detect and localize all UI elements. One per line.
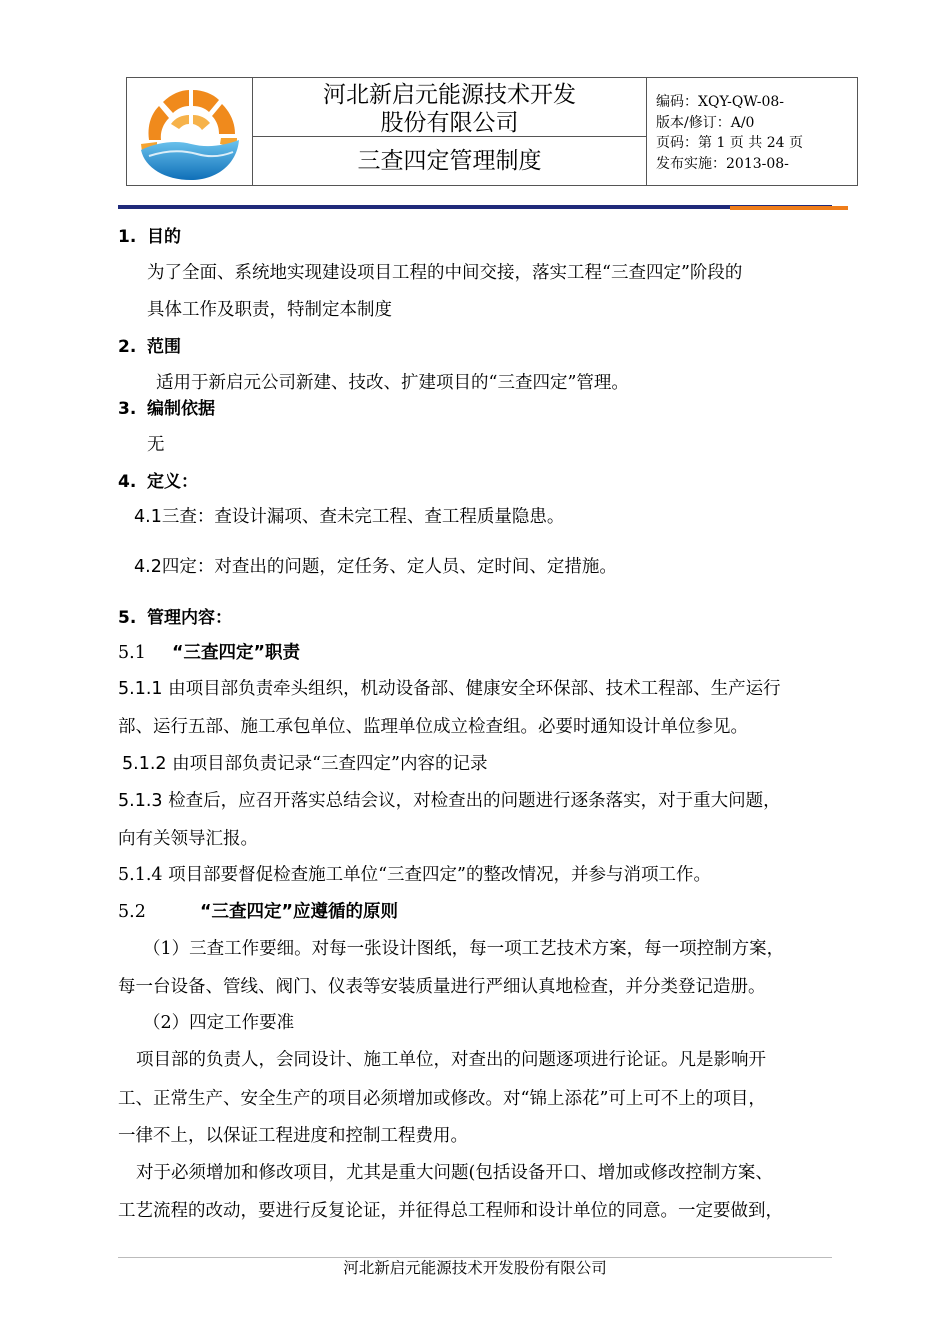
clause-5-1-3 [118,787,781,812]
footer-company-name: 河北新启元能源技术开发股份有限公司 [343,1259,607,1277]
item-text: 由项目部负责牵头组织，机动设备部、健康安全环保部、技术工程部、生产运行 [168,679,781,699]
section-5-heading [118,603,232,628]
item-text: 四定：对查出的问题，定任务、定人员、定时间、定措施。 [161,557,617,577]
paragraph-line: 项目部的负责人，会同设计、施工单位，对查出的问题逐项进行论证。凡是影响开 [136,1050,766,1070]
item-text: 检查后，应召开落实总结会议，对检查出的问题进行逐条落实，对于重大问题， [168,791,781,811]
document-page-info: 页码：第 1 页 共 24 页 [656,135,803,151]
paragraph-line: 工、正常生产、安全生产的项目必须增加或修改。对“锦上添花”可上可不上的项目， [118,1089,766,1109]
clause-5-1-1 [118,675,781,700]
paragraph-line: （1）三查工作要细。对每一张设计图纸，每一项工艺技术方案，每一项控制方案， [143,939,785,959]
document-version: 版本/修订：A/0 [656,114,755,131]
section-title: 范围 [147,337,181,357]
item-number: 5.1.3 [118,791,163,811]
section-2-heading [118,332,181,357]
paragraph-line: （2）四定工作要准 [143,1013,295,1033]
section-number: 5. [118,608,137,628]
paragraph-line: 无 [147,435,165,455]
item-number: 5.1.2 [122,754,167,774]
paragraph-line: 部、运行五部、施工承包单位、监理单位成立检查组。必要时通知设计单位参见。 [118,717,748,737]
section-title: 定义： [147,472,198,492]
item-title: “三查四定”职责 [172,643,301,663]
paragraph-line: 为了全面、系统地实现建设项目工程的中间交接，落实工程“三查四定”阶段的 [147,263,743,283]
company-name-line1: 河北新启元能源技术开发 [323,82,576,108]
document-release-date: 发布实施：2013-08- [656,155,789,172]
company-name-line2: 股份有限公司 [380,110,519,136]
paragraph-line: 每一台设备、管线、阀门、仪表等安装质量进行严细认真地检查，并分类登记造册。 [118,977,766,997]
item-text: 由项目部负责记录“三查四定”内容的记录 [172,754,488,774]
clause-5-1-4: 5.1.4 项目部要督促检查施工单位“三查四定”的整改情况，并参与消项工作。 [118,865,711,885]
section-title: 编制依据 [147,399,215,419]
subsection-5-2-heading [118,898,398,923]
paragraph-line: 一律不上，以保证工程进度和控制工程费用。 [118,1126,468,1146]
item-title: “三查四定”应遵循的原则 [200,902,399,922]
section-title: 管理内容： [147,608,232,628]
document-code: 编码：XQY-QW-08- [656,94,785,110]
section-title: 目的 [147,227,181,247]
section-number: 2. [118,337,137,357]
paragraph-line: 向有关领导汇报。 [118,829,258,849]
item-number: 4.2 [134,557,162,577]
clause-5-1-2 [122,750,488,775]
section-3-heading [118,394,215,419]
item-text: 三查：查设计漏项、查未完工程、查工程质量隐患。 [161,507,565,527]
section-1-heading [118,222,181,247]
paragraph-line: 具体工作及职责，特制定本制度 [147,300,392,320]
definition-4-2 [134,553,617,578]
section-number: 3. [118,399,137,419]
paragraph-line: 对于必须增加和修改项目，尤其是重大问题(包括设备开口、增加或修改控制方案、 [136,1163,773,1183]
paragraph-line: 工艺流程的改动，要进行反复论证，并征得总工程师和设计单位的同意。一定要做到， [118,1201,783,1221]
item-number: 4.1 [134,507,162,527]
subsection-5-1-heading [118,639,300,664]
item-number: 5.1 [118,643,146,663]
definition-4-1 [134,503,564,528]
section-number: 1. [118,227,137,247]
document-title: 三查四定管理制度 [253,137,647,185]
item-number: 5.1.1 [118,679,163,699]
section-4-heading [118,467,198,492]
paragraph-line: 适用于新启元公司新建、技改、扩建项目的“三查四定”管理。 [156,373,629,393]
section-number: 4. [118,472,137,492]
item-number: 5.2 [118,902,146,922]
